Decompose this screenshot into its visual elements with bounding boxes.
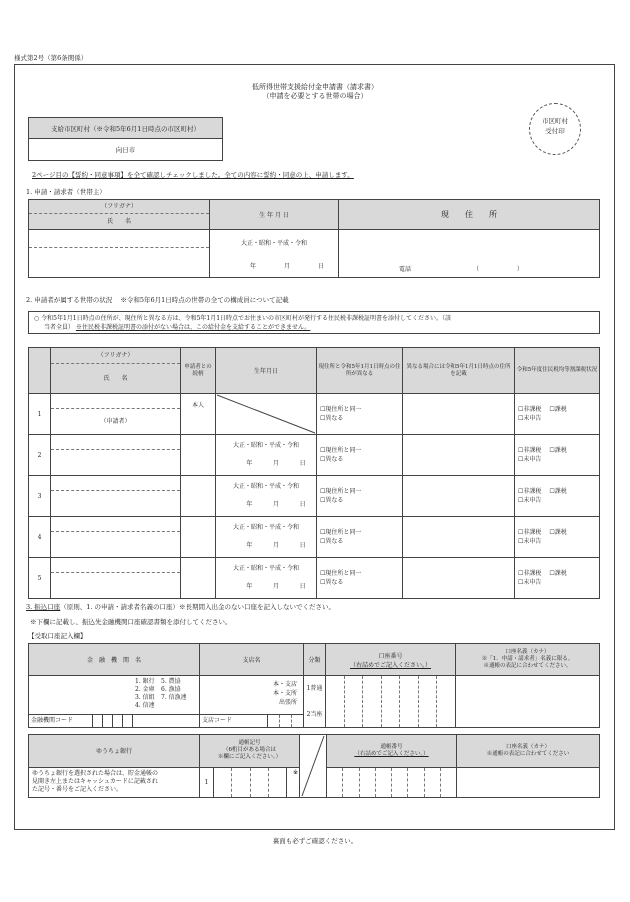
unfiled-checkbox[interactable]: ☐未申告 bbox=[518, 415, 542, 422]
yucho-code-prefix: 1 bbox=[200, 768, 214, 797]
table-row bbox=[29, 476, 600, 517]
account-number-header bbox=[326, 644, 456, 676]
section1-heading: 1. 申請・請求者（世帯主） bbox=[26, 188, 106, 196]
member-relation-cell[interactable] bbox=[181, 476, 216, 517]
month-label: 月 bbox=[283, 263, 290, 270]
municipality-header: 支給市区町村（※令和5年6月1日時点の市区町村） bbox=[29, 118, 222, 139]
municipality-box bbox=[28, 117, 223, 161]
member-dob-cell[interactable] bbox=[216, 558, 317, 599]
branch-code-label: 支店コード bbox=[200, 715, 268, 727]
year-label: 年 bbox=[246, 542, 253, 549]
tax-header: 令和5年度住民税均等割課税状況 bbox=[515, 348, 600, 394]
household-table bbox=[28, 347, 600, 599]
class-current: 2当座 bbox=[306, 711, 323, 718]
yucho-holder-cell[interactable] bbox=[457, 767, 600, 797]
yucho-holder-header bbox=[457, 735, 600, 768]
branch-cell[interactable] bbox=[200, 676, 304, 728]
name-label: 氏 名 bbox=[106, 218, 131, 225]
different-address-checkbox[interactable]: ☐異なる bbox=[320, 538, 344, 545]
bank-code-label: 金融機関コード bbox=[29, 715, 93, 727]
member-dob-cell[interactable] bbox=[216, 435, 317, 476]
applicant-name-header bbox=[29, 200, 210, 230]
member-relation-cell[interactable] bbox=[181, 558, 216, 599]
section2-heading bbox=[26, 295, 289, 304]
bank-name-header: 金 融 機 関 名 bbox=[29, 644, 200, 676]
addr-other-cell[interactable] bbox=[403, 558, 515, 599]
year-label: 年 bbox=[246, 583, 253, 590]
diagonal-slash bbox=[300, 735, 326, 797]
tax-checkbox[interactable]: ☐課税 bbox=[549, 529, 567, 536]
holder-note-2: ※通帳の表記に合わせてください。 bbox=[483, 663, 572, 669]
same-address-checkbox[interactable]: ☐現住所と同一 bbox=[320, 488, 362, 495]
form-title bbox=[0, 83, 630, 101]
addr-other-header: 異なる場合には令和5年1月1日時点の住所を記載 bbox=[403, 348, 515, 394]
addr-other-cell[interactable] bbox=[403, 517, 515, 558]
phone-paren-close: ） bbox=[516, 266, 523, 273]
tax-checkbox[interactable]: ☐課税 bbox=[549, 447, 567, 454]
furigana-label: （フリガナ） bbox=[29, 200, 209, 214]
holder-title: 口座名義（カナ） bbox=[505, 649, 550, 655]
yucho-table bbox=[28, 734, 600, 798]
applicant-address-cell[interactable] bbox=[339, 230, 600, 278]
day-label: 日 bbox=[299, 460, 306, 467]
same-address-checkbox[interactable]: ☐現住所と同一 bbox=[320, 529, 362, 536]
nontax-checkbox[interactable]: ☐非課税 bbox=[518, 570, 542, 577]
residence-note bbox=[28, 311, 600, 334]
municipality-value[interactable]: 向日市 bbox=[115, 146, 136, 154]
footer-note: 裏面も必ずご確認ください。 bbox=[272, 837, 358, 845]
month-label: 月 bbox=[272, 583, 279, 590]
member-name-cell[interactable] bbox=[51, 558, 181, 599]
row-number: 3 bbox=[29, 476, 51, 517]
yucho-holder-note: ※通帳の表記に合わせてください bbox=[486, 750, 570, 757]
bank-type-3: 3. 信組 bbox=[135, 694, 155, 701]
stamp-line-1: 市区町村 bbox=[542, 117, 568, 125]
member-relation-cell[interactable] bbox=[181, 435, 216, 476]
yucho-number-header bbox=[327, 735, 457, 768]
yucho-number-cell[interactable] bbox=[327, 767, 457, 797]
different-address-checkbox[interactable]: ☐異なる bbox=[320, 415, 344, 422]
nontax-checkbox[interactable]: ☐非課税 bbox=[518, 447, 542, 454]
class-ordinary: 1普通 bbox=[306, 685, 323, 692]
day-label: 日 bbox=[299, 501, 306, 508]
year-label: 年 bbox=[249, 263, 256, 270]
member-era: 大正・昭和・平成・令和 bbox=[232, 483, 299, 490]
member-name-header bbox=[51, 348, 181, 394]
yucho-desc-3: た記号・番号をご記入ください。 bbox=[32, 786, 123, 794]
member-note bbox=[51, 532, 180, 557]
section2-title: 2. 申請者が属する世帯の状況 bbox=[26, 296, 113, 304]
yucho-code-note-2: ※欄にご記入ください。） bbox=[217, 754, 282, 761]
yucho-desc-1: ゆうちょ銀行を選択された場合は、貯金通帳の bbox=[32, 770, 159, 778]
tax-cell[interactable] bbox=[515, 394, 600, 435]
no-header bbox=[29, 348, 51, 394]
title-line-1: 低所得世帯支援給付金申請書（請求書） bbox=[252, 83, 378, 91]
account-number-title: 口座番号 bbox=[378, 652, 403, 660]
member-relation-cell[interactable] bbox=[181, 517, 216, 558]
month-label: 月 bbox=[272, 501, 279, 508]
relation-header: 申請者との続柄 bbox=[181, 348, 216, 394]
bank-type-2: 2. 金庫 bbox=[135, 686, 155, 693]
section3-note: （原則、1. の申請・請求者名義の口座）※長期間入出金のない口座を記入しないでください。 bbox=[60, 603, 336, 611]
addr-diff-cell[interactable] bbox=[317, 558, 403, 599]
title-line-2: （申請を必要とする世帯の場合） bbox=[262, 92, 368, 100]
addr-diff-header: 現住所と令和5年1月1日時点の住所が異なる bbox=[317, 348, 403, 394]
dob-header: 生 年 月 日 bbox=[210, 200, 339, 230]
account-number-note: （右詰めでご記入ください。） bbox=[349, 661, 431, 669]
unfiled-checkbox[interactable]: ☐未申告 bbox=[518, 538, 542, 545]
applicant-table bbox=[28, 199, 600, 278]
year-label: 年 bbox=[246, 501, 253, 508]
residence-note-line1: ○ 令和5年1月1日時点の住所が、現住所と異なる方は、令和5年1月1日時点でお住まいの市区町村が発行する住民税非課税証明書を添付してください。（該 bbox=[34, 315, 452, 322]
row-number: 2 bbox=[29, 435, 51, 476]
addr-diff-cell[interactable] bbox=[317, 517, 403, 558]
tax-cell[interactable] bbox=[515, 558, 600, 599]
month-label: 月 bbox=[272, 460, 279, 467]
member-dob-cell bbox=[216, 394, 317, 435]
applicant-name-cell[interactable] bbox=[29, 230, 210, 278]
day-label: 日 bbox=[299, 583, 306, 590]
day-label: 日 bbox=[317, 263, 324, 270]
member-era: 大正・昭和・平成・令和 bbox=[232, 442, 299, 449]
holder-note-1: ※「1．申請・請求者」名義に限る。 bbox=[481, 656, 574, 662]
yucho-code-note-1: （6桁目がある場合は bbox=[223, 747, 276, 754]
month-label: 月 bbox=[272, 542, 279, 549]
stamp-line-2: 受付印 bbox=[545, 127, 565, 135]
same-address-checkbox[interactable]: ☐現住所と同一 bbox=[320, 570, 362, 577]
different-address-checkbox[interactable]: ☐異なる bbox=[320, 456, 344, 463]
tax-checkbox[interactable]: ☐課税 bbox=[549, 488, 567, 495]
yucho-description bbox=[29, 767, 200, 797]
member-note bbox=[51, 491, 180, 516]
diagonal-slash bbox=[216, 394, 316, 434]
row-number: 4 bbox=[29, 517, 51, 558]
day-label: 日 bbox=[299, 542, 306, 549]
yucho-desc-2: 見開き左上またはキャッシュカードに記載され bbox=[32, 778, 158, 786]
row-number: 5 bbox=[29, 558, 51, 599]
member-era: 大正・昭和・平成・令和 bbox=[232, 524, 299, 531]
account-label: 【受取口座記入欄】 bbox=[28, 632, 87, 640]
bank-type-1: 1. 銀行 bbox=[135, 678, 155, 685]
unfiled-checkbox[interactable]: ☐未申告 bbox=[518, 579, 542, 586]
holder-header bbox=[456, 644, 600, 676]
yucho-separator bbox=[300, 735, 327, 798]
branch-header: 支店名 bbox=[200, 644, 304, 676]
member-relation-cell[interactable]: 本人 bbox=[181, 394, 216, 435]
member-dob-header: 生年月日 bbox=[216, 348, 317, 394]
table-row bbox=[29, 558, 600, 599]
member-name-cell[interactable] bbox=[51, 517, 181, 558]
member-note bbox=[51, 573, 180, 598]
tax-checkbox[interactable]: ☐課税 bbox=[549, 406, 567, 413]
bank-type-6: 6. 漁協 bbox=[161, 686, 181, 693]
nontax-checkbox[interactable]: ☐非課税 bbox=[518, 406, 542, 413]
year-label: 年 bbox=[246, 460, 253, 467]
member-name-cell[interactable] bbox=[51, 394, 181, 435]
form-number: 様式第2号（第6条関係） bbox=[14, 54, 88, 62]
type-header: 分類 bbox=[304, 644, 326, 676]
bank-type-7: 7. 信漁連 bbox=[161, 694, 187, 701]
same-address-checkbox[interactable]: ☐現住所と同一 bbox=[320, 406, 362, 413]
unfiled-checkbox[interactable]: ☐未申告 bbox=[518, 497, 542, 504]
addr-other-cell[interactable] bbox=[403, 476, 515, 517]
table-row bbox=[29, 435, 600, 476]
same-address-checkbox[interactable]: ☐現住所と同一 bbox=[320, 447, 362, 454]
member-era: 大正・昭和・平成・令和 bbox=[232, 565, 299, 572]
member-dob-cell[interactable] bbox=[216, 476, 317, 517]
table-row bbox=[29, 517, 600, 558]
member-furigana-label: （フリガナ） bbox=[51, 348, 180, 364]
yucho-asterisk: ※ bbox=[292, 768, 298, 776]
phone-label: 電話 bbox=[399, 266, 412, 273]
residence-note-warning: ※住民税非課税証明書の添付がない場合は、この給付金を支給することができません。 bbox=[75, 324, 311, 331]
addr-other-cell[interactable] bbox=[403, 394, 515, 435]
bank-table bbox=[28, 643, 600, 728]
nontax-checkbox[interactable]: ☐非課税 bbox=[518, 529, 542, 536]
addr-diff-cell[interactable] bbox=[317, 476, 403, 517]
tax-checkbox[interactable]: ☐課税 bbox=[549, 570, 567, 577]
branch-type-2: 本・支所 bbox=[272, 690, 297, 697]
member-note: （申請者） bbox=[100, 418, 131, 425]
tax-cell[interactable] bbox=[515, 517, 600, 558]
account-number-cell[interactable] bbox=[326, 676, 456, 728]
section2-note: ※令和5年6月1日時点の世帯の全ての構成員について記載 bbox=[120, 296, 289, 304]
yucho-holder-title: 口座名義（カナ） bbox=[505, 743, 550, 750]
unfiled-checkbox[interactable]: ☐未申告 bbox=[518, 456, 542, 463]
member-name-label: 氏 名 bbox=[103, 375, 128, 382]
section3-sub-note: ※下欄に記載し、振込先金融機関口座確認書類を添付してください。 bbox=[30, 618, 232, 626]
member-name-cell[interactable] bbox=[51, 435, 181, 476]
table-row bbox=[29, 394, 600, 435]
residence-note-prefix: 当者全員） bbox=[44, 324, 75, 331]
tax-cell[interactable] bbox=[515, 435, 600, 476]
holder-cell[interactable] bbox=[456, 676, 600, 728]
reception-stamp bbox=[529, 103, 581, 155]
different-address-checkbox[interactable]: ☐異なる bbox=[320, 497, 344, 504]
nontax-checkbox[interactable]: ☐非課税 bbox=[518, 488, 542, 495]
member-note bbox=[51, 450, 180, 475]
member-dob-cell[interactable] bbox=[216, 517, 317, 558]
yucho-code-cell[interactable] bbox=[200, 767, 300, 797]
branch-type-3: 出張所 bbox=[278, 699, 297, 706]
branch-type-1: 本・支店 bbox=[272, 681, 297, 688]
yucho-number-title: 通帳番号 bbox=[380, 743, 403, 750]
addr-diff-cell[interactable] bbox=[317, 394, 403, 435]
row-number: 1 bbox=[29, 394, 51, 435]
addr-other-cell[interactable] bbox=[403, 435, 515, 476]
class-cell[interactable] bbox=[304, 676, 326, 728]
yucho-header: ゆうちょ銀行 bbox=[29, 735, 200, 768]
member-name-cell[interactable] bbox=[51, 476, 181, 517]
bank-name-cell[interactable] bbox=[29, 676, 200, 728]
yucho-code-header bbox=[200, 735, 300, 768]
tax-cell[interactable] bbox=[515, 476, 600, 517]
bank-type-5: 5. 農協 bbox=[161, 678, 181, 685]
confirm-statement: 2ページ目の【誓約・同意事項】を全て確認しチェックしました。全ての内容に誓約・同意の上、申請します。 bbox=[32, 171, 354, 179]
section3-title: 3. 振込口座 bbox=[26, 603, 61, 611]
addr-diff-cell[interactable] bbox=[317, 435, 403, 476]
yucho-code-title: 通帳記号 bbox=[238, 740, 261, 747]
phone-paren-open: （ bbox=[472, 266, 479, 273]
bank-type-4: 4. 信連 bbox=[135, 702, 155, 709]
yucho-number-note: （右詰めでご記入ください。） bbox=[354, 750, 429, 757]
address-header: 現 住 所 bbox=[339, 200, 600, 230]
applicant-era: 大正・昭和・平成・令和 bbox=[240, 240, 307, 247]
applicant-dob-cell[interactable] bbox=[210, 230, 339, 278]
different-address-checkbox[interactable]: ☐異なる bbox=[320, 579, 344, 586]
section3-heading bbox=[26, 602, 335, 611]
